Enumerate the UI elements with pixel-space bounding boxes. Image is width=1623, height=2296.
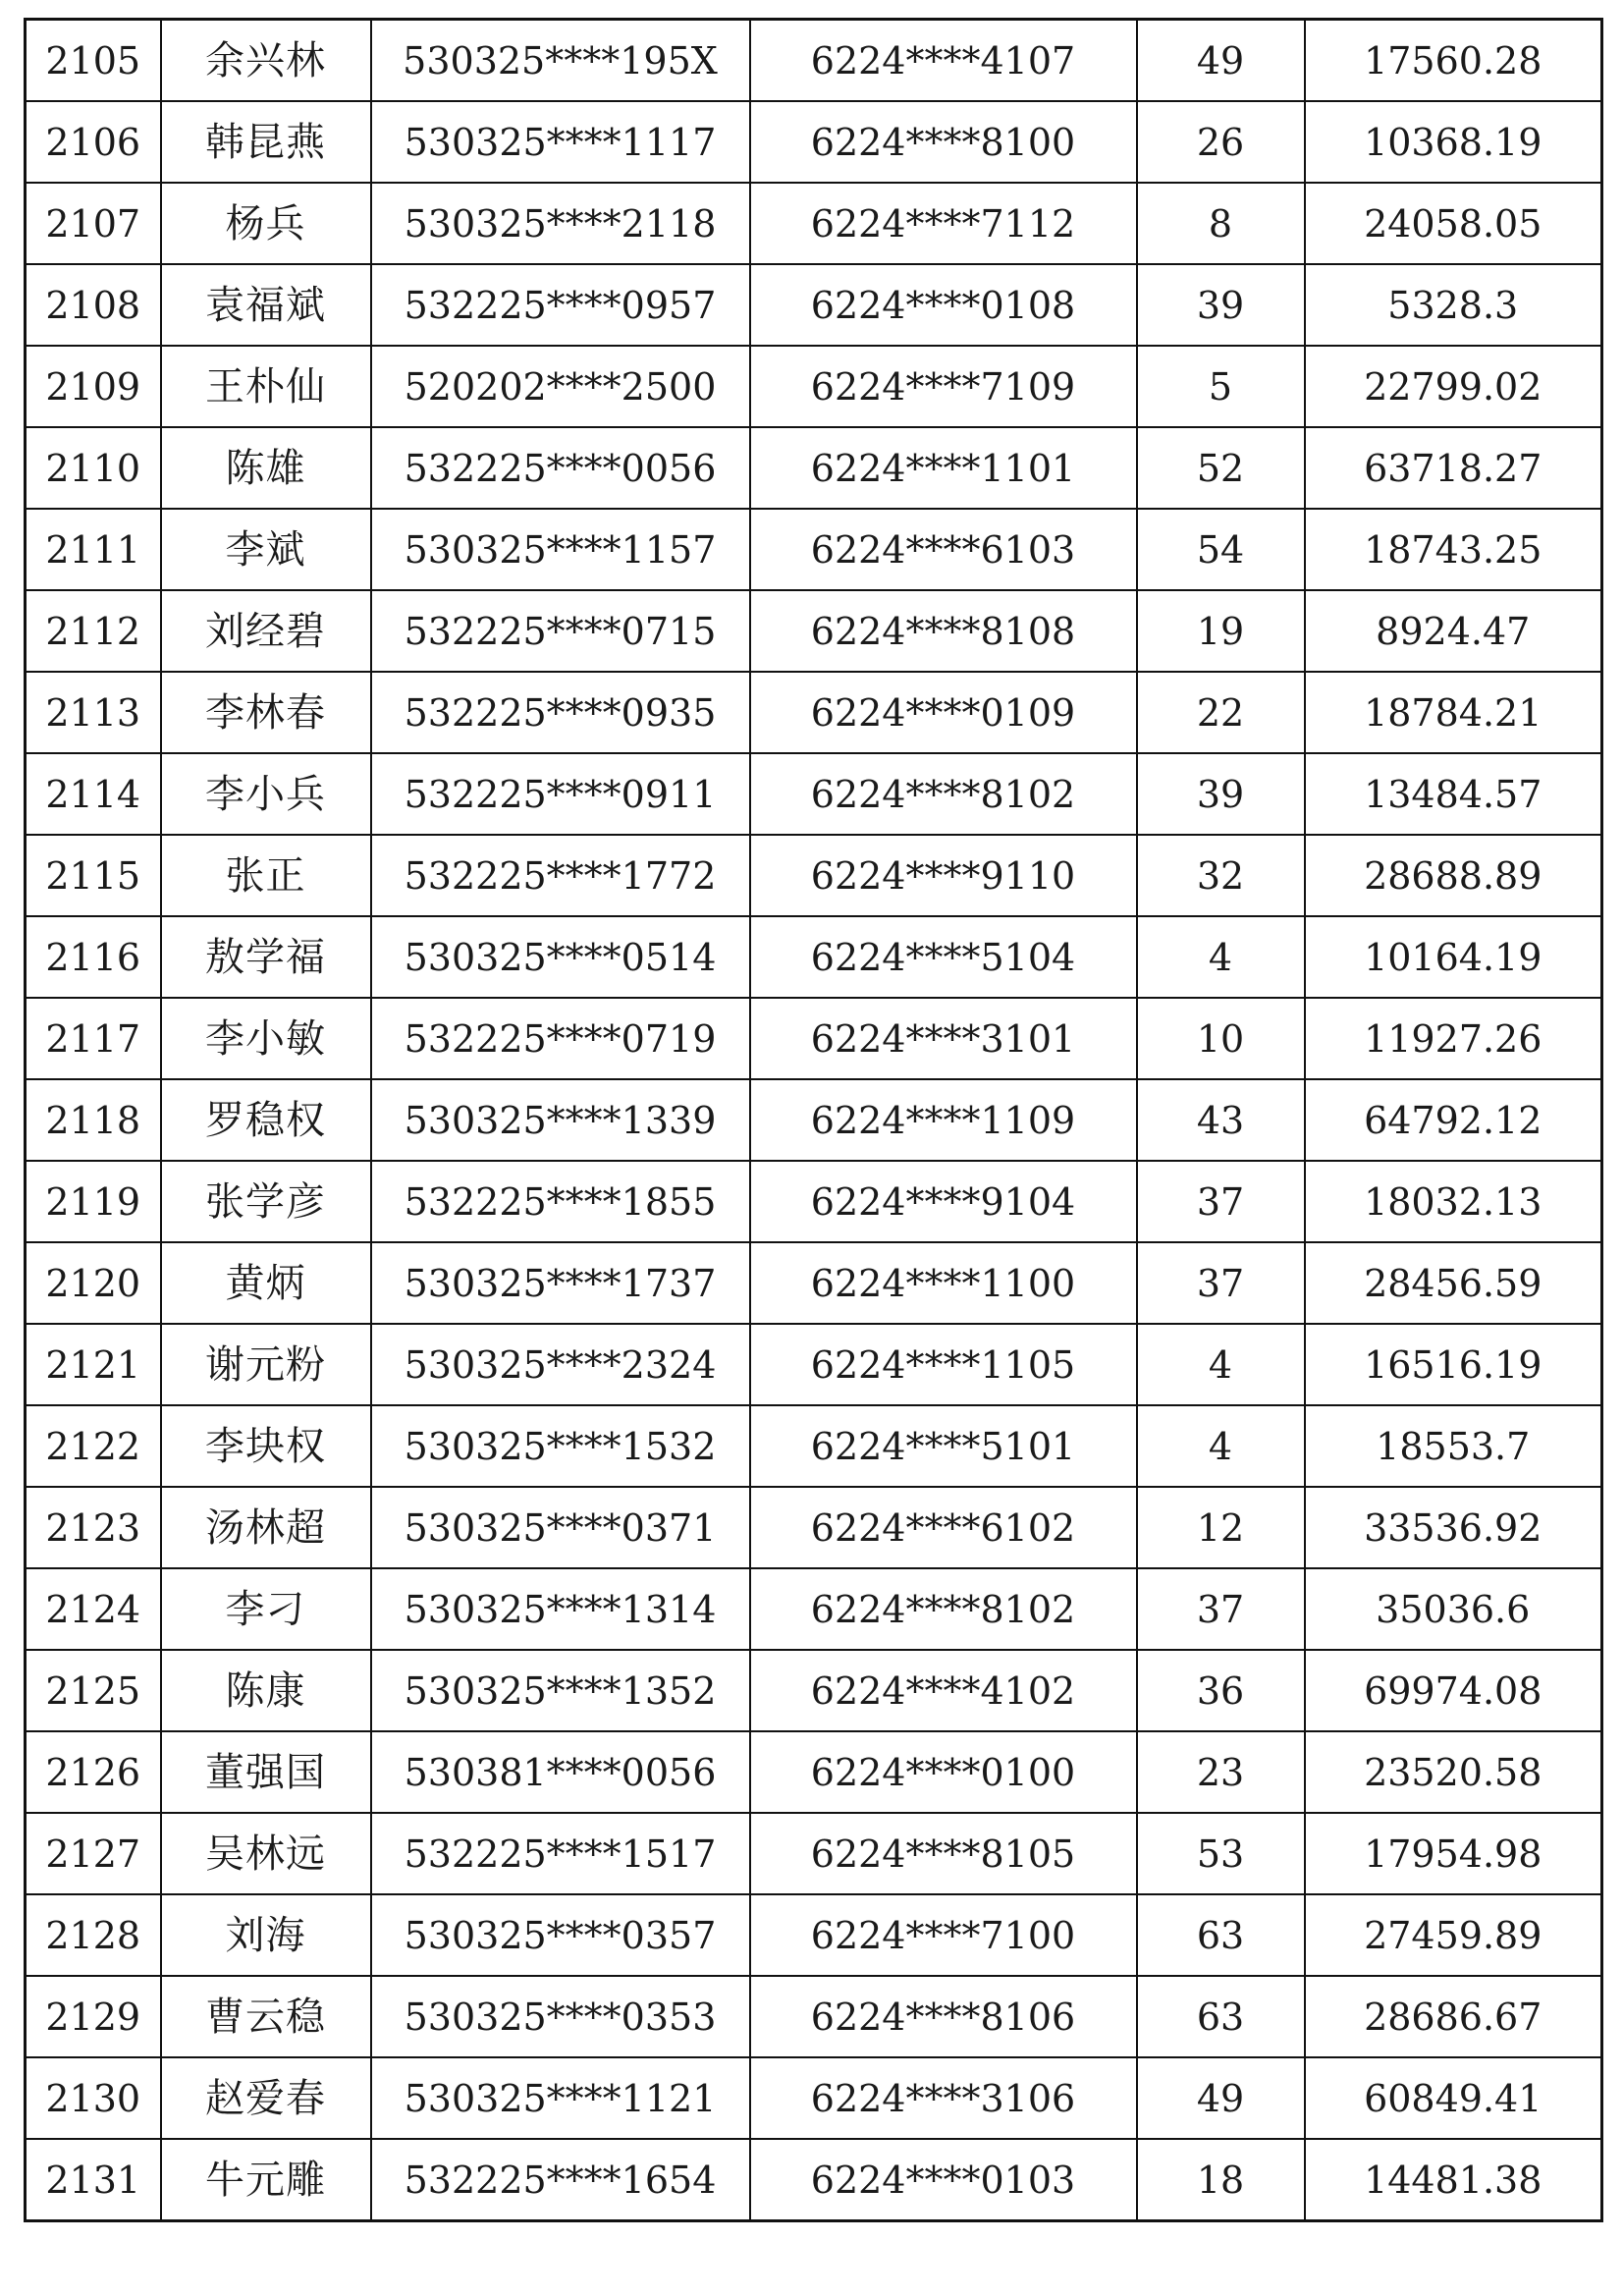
cell-serial-number: 2125: [26, 1650, 161, 1731]
table-row: [26, 346, 1602, 427]
cell-id-number: 532225****1855: [371, 1161, 750, 1242]
cell-count: 5: [1137, 346, 1305, 427]
cell-amount: 27459.89: [1305, 1894, 1602, 1976]
cell-id-number: 530381****0056: [371, 1731, 750, 1813]
cell-amount: 16516.19: [1305, 1324, 1602, 1405]
cell-serial-number: 2105: [26, 20, 161, 102]
cell-count: 4: [1137, 1324, 1305, 1405]
cell-account-number: 6224****6102: [750, 1487, 1137, 1568]
cell-serial-number: 2123: [26, 1487, 161, 1568]
cell-amount: 22799.02: [1305, 346, 1602, 427]
cell-id-number: 530325****0371: [371, 1487, 750, 1568]
cell-id-number: 530325****195X: [371, 20, 750, 102]
cell-serial-number: 2130: [26, 2057, 161, 2139]
cell-count: 22: [1137, 672, 1305, 753]
cell-amount: 28688.89: [1305, 835, 1602, 916]
cell-amount: 10164.19: [1305, 916, 1602, 998]
cell-account-number: 6224****7109: [750, 346, 1137, 427]
cell-id-number: 532225****0719: [371, 998, 750, 1079]
cell-count: 4: [1137, 1405, 1305, 1487]
table-row: [26, 1242, 1602, 1324]
cell-account-number: 6224****4102: [750, 1650, 1137, 1731]
table-row: [26, 2057, 1602, 2139]
cell-serial-number: 2115: [26, 835, 161, 916]
cell-name: 赵爱春: [161, 2057, 371, 2139]
cell-id-number: 532225****0911: [371, 753, 750, 835]
cell-name: 曹云稳: [161, 1976, 371, 2057]
cell-serial-number: 2116: [26, 916, 161, 998]
cell-account-number: 6224****0109: [750, 672, 1137, 753]
cell-id-number: 530325****1117: [371, 101, 750, 183]
cell-serial-number: 2113: [26, 672, 161, 753]
cell-id-number: 530325****1352: [371, 1650, 750, 1731]
cell-count: 39: [1137, 753, 1305, 835]
cell-amount: 60849.41: [1305, 2057, 1602, 2139]
table-row: [26, 672, 1602, 753]
cell-serial-number: 2111: [26, 509, 161, 590]
cell-id-number: 530325****1339: [371, 1079, 750, 1161]
cell-account-number: 6224****5104: [750, 916, 1137, 998]
cell-account-number: 6224****8102: [750, 1568, 1137, 1650]
cell-account-number: 6224****1109: [750, 1079, 1137, 1161]
cell-id-number: 532225****0056: [371, 427, 750, 509]
table-row: [26, 20, 1602, 102]
cell-name: 李刁: [161, 1568, 371, 1650]
cell-count: 36: [1137, 1650, 1305, 1731]
table-row: [26, 590, 1602, 672]
cell-amount: 28686.67: [1305, 1976, 1602, 2057]
cell-amount: 13484.57: [1305, 753, 1602, 835]
cell-amount: 18784.21: [1305, 672, 1602, 753]
cell-count: 12: [1137, 1487, 1305, 1568]
cell-id-number: 530325****1314: [371, 1568, 750, 1650]
cell-serial-number: 2120: [26, 1242, 161, 1324]
cell-serial-number: 2119: [26, 1161, 161, 1242]
cell-name: 李小兵: [161, 753, 371, 835]
cell-account-number: 6224****0100: [750, 1731, 1137, 1813]
cell-amount: 18032.13: [1305, 1161, 1602, 1242]
cell-count: 49: [1137, 2057, 1305, 2139]
cell-id-number: 530325****1121: [371, 2057, 750, 2139]
cell-name: 李块权: [161, 1405, 371, 1487]
cell-id-number: 532225****0935: [371, 672, 750, 753]
cell-amount: 8924.47: [1305, 590, 1602, 672]
cell-account-number: 6224****0108: [750, 264, 1137, 346]
cell-serial-number: 2112: [26, 590, 161, 672]
cell-amount: 33536.92: [1305, 1487, 1602, 1568]
table-row: [26, 753, 1602, 835]
table-row: [26, 1650, 1602, 1731]
cell-amount: 10368.19: [1305, 101, 1602, 183]
cell-id-number: 532225****1517: [371, 1813, 750, 1894]
cell-account-number: 6224****1100: [750, 1242, 1137, 1324]
cell-id-number: 530325****1157: [371, 509, 750, 590]
cell-name: 黄炳: [161, 1242, 371, 1324]
cell-id-number: 520202****2500: [371, 346, 750, 427]
cell-count: 4: [1137, 916, 1305, 998]
cell-serial-number: 2124: [26, 1568, 161, 1650]
cell-serial-number: 2122: [26, 1405, 161, 1487]
cell-serial-number: 2121: [26, 1324, 161, 1405]
cell-count: 37: [1137, 1161, 1305, 1242]
cell-account-number: 6224****1105: [750, 1324, 1137, 1405]
cell-id-number: 532225****0957: [371, 264, 750, 346]
cell-name: 韩昆燕: [161, 101, 371, 183]
cell-id-number: 530325****1532: [371, 1405, 750, 1487]
cell-name: 刘海: [161, 1894, 371, 1976]
cell-account-number: 6224****7100: [750, 1894, 1137, 1976]
table-body: [26, 20, 1602, 2221]
table-row: [26, 1079, 1602, 1161]
cell-serial-number: 2127: [26, 1813, 161, 1894]
cell-serial-number: 2114: [26, 753, 161, 835]
cell-amount: 69974.08: [1305, 1650, 1602, 1731]
cell-name: 陈康: [161, 1650, 371, 1731]
cell-name: 李斌: [161, 509, 371, 590]
cell-name: 吴林远: [161, 1813, 371, 1894]
table-row: [26, 509, 1602, 590]
cell-account-number: 6224****4107: [750, 20, 1137, 102]
cell-count: 10: [1137, 998, 1305, 1079]
cell-count: 19: [1137, 590, 1305, 672]
cell-id-number: 530325****2118: [371, 183, 750, 264]
cell-count: 18: [1137, 2139, 1305, 2221]
cell-count: 49: [1137, 20, 1305, 102]
table-row: [26, 916, 1602, 998]
cell-name: 张正: [161, 835, 371, 916]
cell-account-number: 6224****8102: [750, 753, 1137, 835]
cell-account-number: 6224****8105: [750, 1813, 1137, 1894]
cell-count: 8: [1137, 183, 1305, 264]
cell-count: 23: [1137, 1731, 1305, 1813]
table-row: [26, 1731, 1602, 1813]
table-row: [26, 1487, 1602, 1568]
cell-name: 敖学福: [161, 916, 371, 998]
cell-count: 39: [1137, 264, 1305, 346]
cell-id-number: 530325****1737: [371, 1242, 750, 1324]
table-row: [26, 1813, 1602, 1894]
cell-account-number: 6224****9110: [750, 835, 1137, 916]
cell-name: 袁福斌: [161, 264, 371, 346]
cell-count: 63: [1137, 1976, 1305, 2057]
cell-amount: 63718.27: [1305, 427, 1602, 509]
cell-account-number: 6224****8106: [750, 1976, 1137, 2057]
table-row: [26, 835, 1602, 916]
cell-id-number: 530325****0514: [371, 916, 750, 998]
cell-amount: 14481.38: [1305, 2139, 1602, 2221]
cell-count: 54: [1137, 509, 1305, 590]
table-row: [26, 101, 1602, 183]
table-row: [26, 183, 1602, 264]
cell-name: 牛元雕: [161, 2139, 371, 2221]
cell-id-number: 532225****1772: [371, 835, 750, 916]
cell-serial-number: 2106: [26, 101, 161, 183]
cell-id-number: 530325****2324: [371, 1324, 750, 1405]
data-table: [24, 18, 1603, 2222]
cell-amount: 35036.6: [1305, 1568, 1602, 1650]
cell-serial-number: 2109: [26, 346, 161, 427]
cell-amount: 18743.25: [1305, 509, 1602, 590]
cell-account-number: 6224****0103: [750, 2139, 1137, 2221]
cell-name: 陈雄: [161, 427, 371, 509]
cell-id-number: 532225****1654: [371, 2139, 750, 2221]
cell-account-number: 6224****7112: [750, 183, 1137, 264]
cell-name: 李小敏: [161, 998, 371, 1079]
cell-serial-number: 2108: [26, 264, 161, 346]
table-row: [26, 1405, 1602, 1487]
cell-name: 董强国: [161, 1731, 371, 1813]
cell-count: 37: [1137, 1242, 1305, 1324]
cell-amount: 17560.28: [1305, 20, 1602, 102]
cell-name: 李林春: [161, 672, 371, 753]
cell-account-number: 6224****5101: [750, 1405, 1137, 1487]
cell-account-number: 6224****8108: [750, 590, 1137, 672]
cell-count: 37: [1137, 1568, 1305, 1650]
table-row: [26, 1161, 1602, 1242]
cell-count: 53: [1137, 1813, 1305, 1894]
cell-name: 王朴仙: [161, 346, 371, 427]
cell-name: 罗稳权: [161, 1079, 371, 1161]
cell-name: 汤林超: [161, 1487, 371, 1568]
cell-count: 43: [1137, 1079, 1305, 1161]
table-row: [26, 427, 1602, 509]
table-row: [26, 1568, 1602, 1650]
cell-account-number: 6224****3106: [750, 2057, 1137, 2139]
cell-serial-number: 2118: [26, 1079, 161, 1161]
table-row: [26, 1324, 1602, 1405]
cell-amount: 17954.98: [1305, 1813, 1602, 1894]
cell-amount: 23520.58: [1305, 1731, 1602, 1813]
cell-amount: 11927.26: [1305, 998, 1602, 1079]
cell-serial-number: 2110: [26, 427, 161, 509]
cell-amount: 18553.7: [1305, 1405, 1602, 1487]
cell-count: 32: [1137, 835, 1305, 916]
cell-serial-number: 2107: [26, 183, 161, 264]
cell-count: 52: [1137, 427, 1305, 509]
cell-account-number: 6224****1101: [750, 427, 1137, 509]
cell-serial-number: 2117: [26, 998, 161, 1079]
table-row: [26, 264, 1602, 346]
table-row: [26, 1976, 1602, 2057]
cell-id-number: 532225****0715: [371, 590, 750, 672]
cell-amount: 5328.3: [1305, 264, 1602, 346]
cell-name: 余兴林: [161, 20, 371, 102]
cell-serial-number: 2131: [26, 2139, 161, 2221]
cell-amount: 64792.12: [1305, 1079, 1602, 1161]
table-row: [26, 998, 1602, 1079]
cell-account-number: 6224****6103: [750, 509, 1137, 590]
cell-serial-number: 2128: [26, 1894, 161, 1976]
cell-name: 谢元粉: [161, 1324, 371, 1405]
cell-name: 刘经碧: [161, 590, 371, 672]
cell-account-number: 6224****8100: [750, 101, 1137, 183]
cell-amount: 24058.05: [1305, 183, 1602, 264]
cell-account-number: 6224****9104: [750, 1161, 1137, 1242]
cell-count: 63: [1137, 1894, 1305, 1976]
table-row: [26, 2139, 1602, 2221]
cell-name: 张学彦: [161, 1161, 371, 1242]
cell-name: 杨兵: [161, 183, 371, 264]
cell-account-number: 6224****3101: [750, 998, 1137, 1079]
cell-id-number: 530325****0357: [371, 1894, 750, 1976]
table-row: [26, 1894, 1602, 1976]
cell-count: 26: [1137, 101, 1305, 183]
cell-serial-number: 2129: [26, 1976, 161, 2057]
cell-amount: 28456.59: [1305, 1242, 1602, 1324]
cell-id-number: 530325****0353: [371, 1976, 750, 2057]
cell-serial-number: 2126: [26, 1731, 161, 1813]
